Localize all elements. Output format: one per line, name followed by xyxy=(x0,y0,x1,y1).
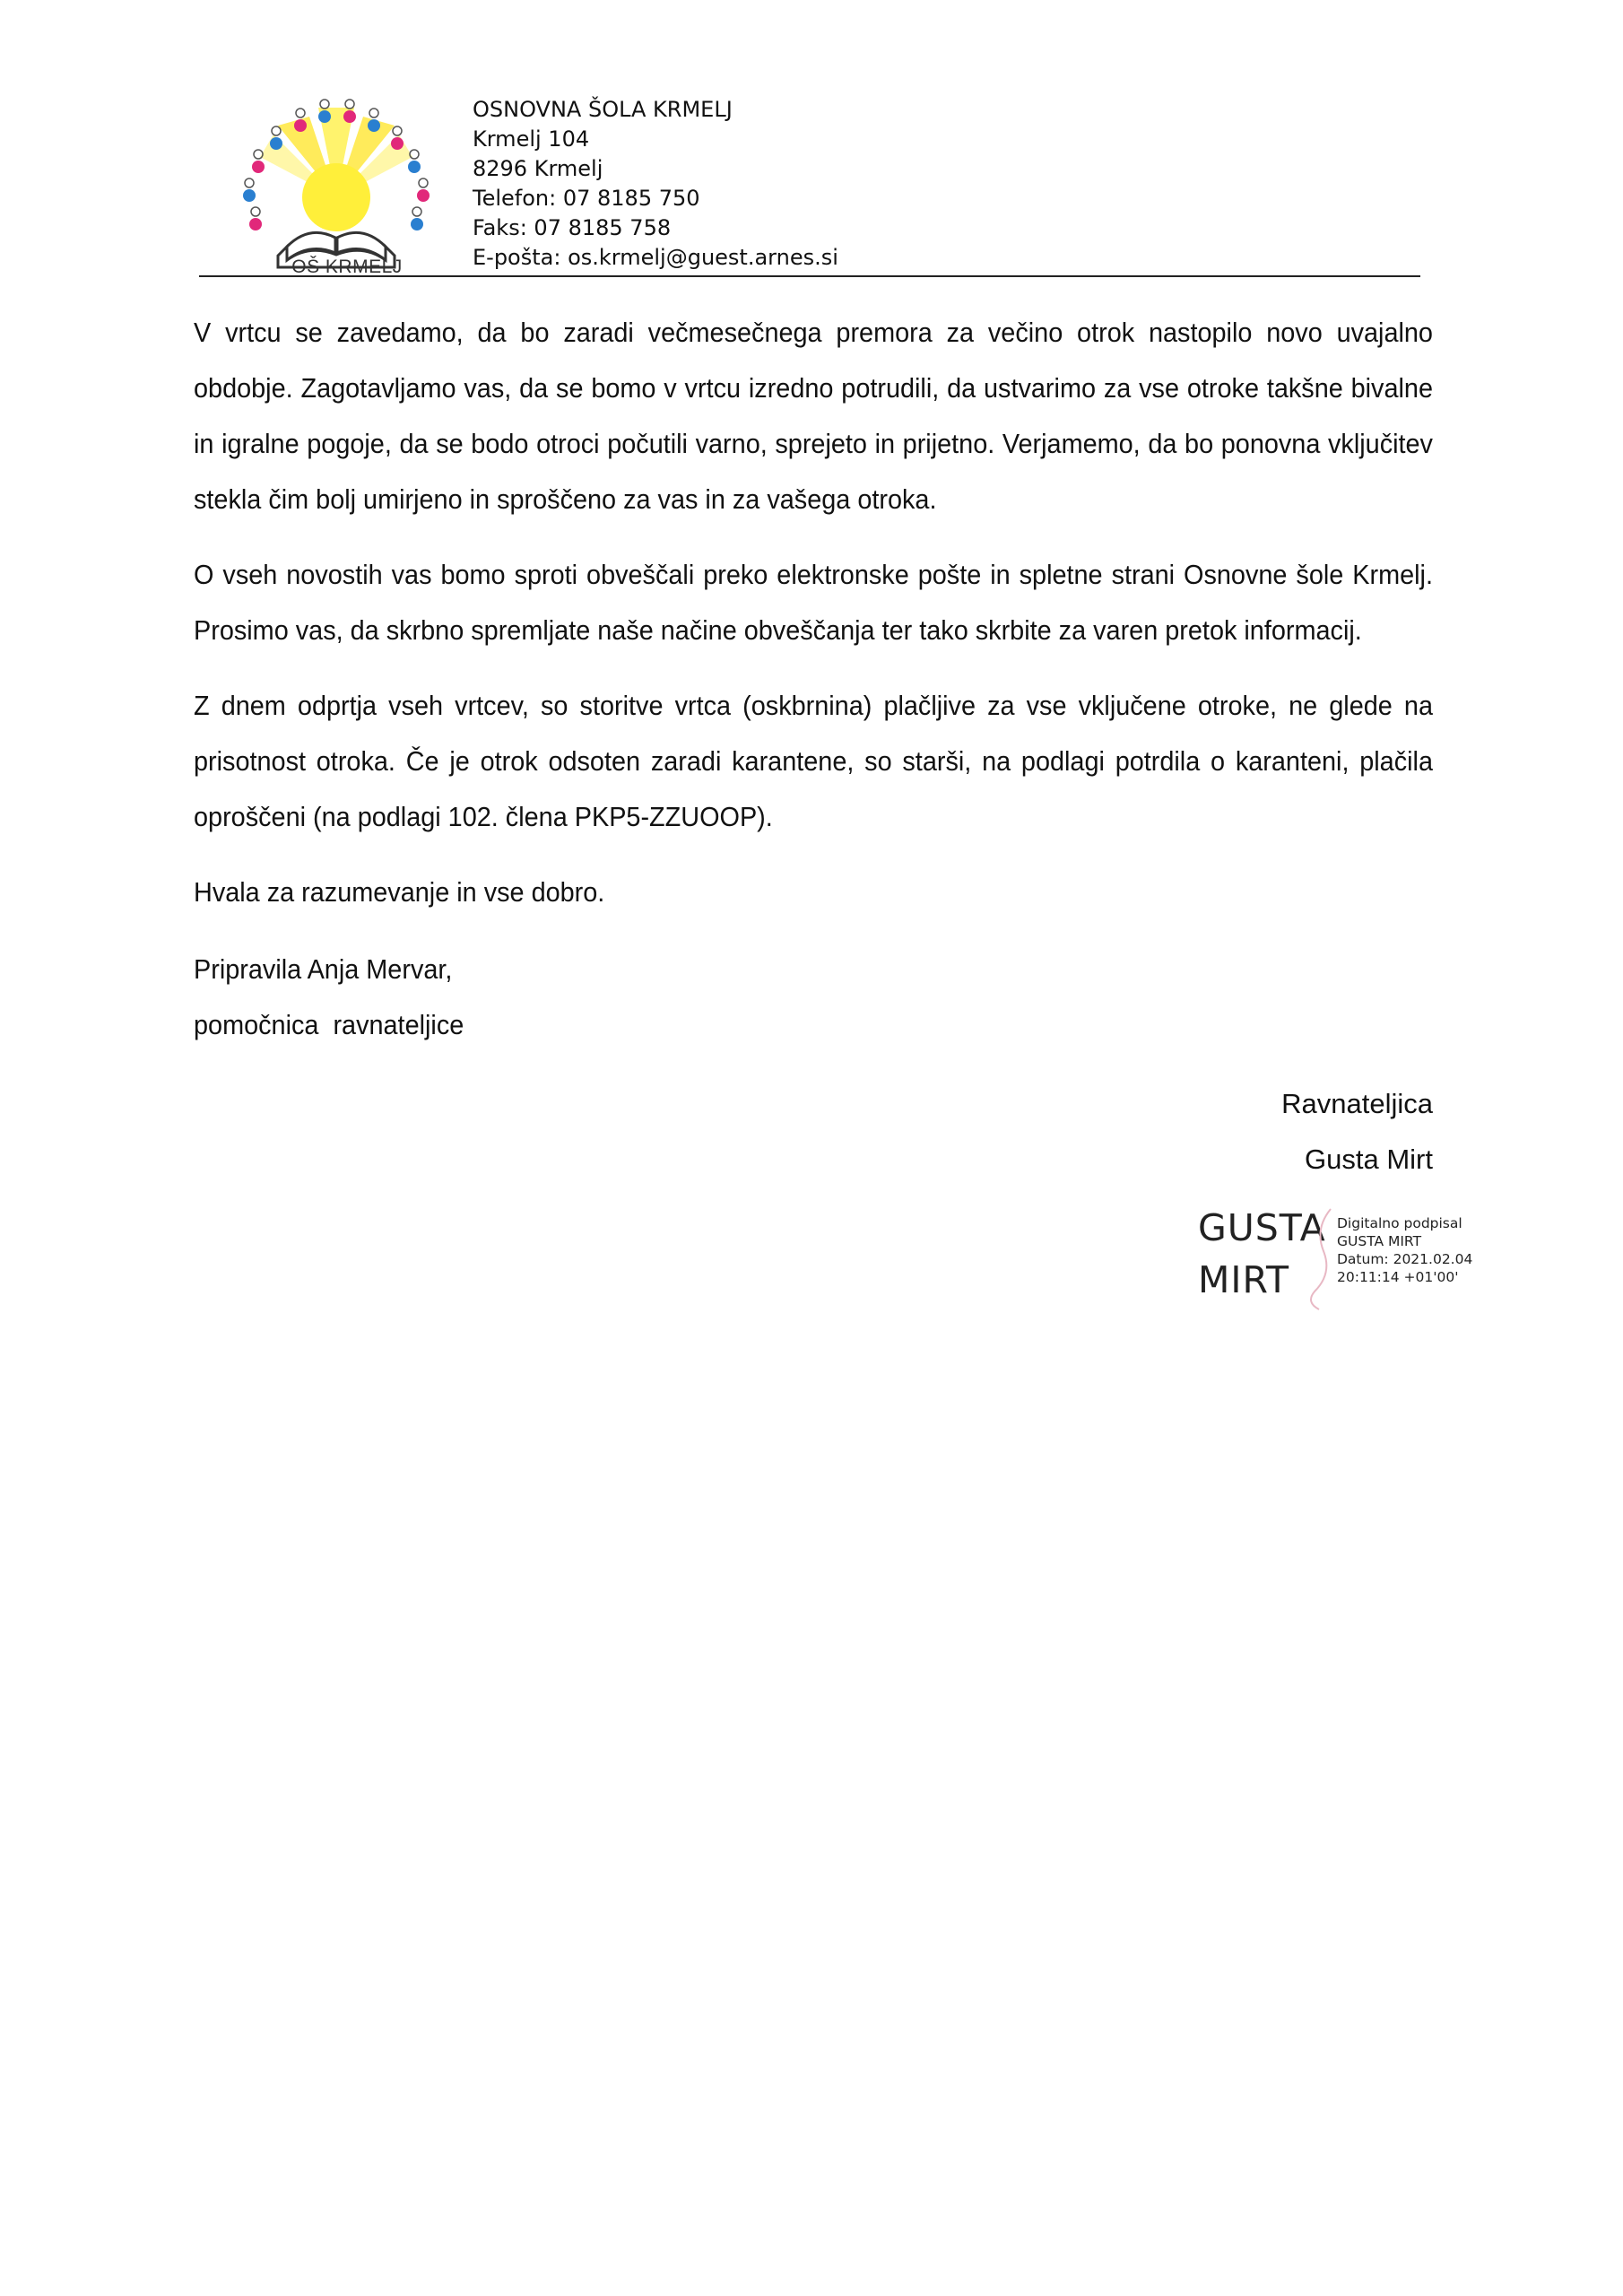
signature-scribble xyxy=(1288,1202,1341,1314)
school-logo xyxy=(224,90,448,283)
school-phone: Telefon: 07 8185 750 xyxy=(473,186,700,211)
signature-detail-line: Digitalno podpisal xyxy=(1337,1215,1462,1231)
closing-name: Gusta Mirt xyxy=(1305,1144,1433,1175)
school-address: Krmelj 104 xyxy=(473,126,590,152)
school-contact-block xyxy=(473,95,838,273)
school-name: OSNOVNA ŠOLA KRMELJ xyxy=(473,97,733,122)
signature-detail-line: 20:11:14 +01'00' xyxy=(1337,1269,1459,1285)
signature-detail-line: Datum: 2021.02.04 xyxy=(1337,1251,1473,1267)
prepared-by: Pripravila Anja Mervar, xyxy=(194,953,453,985)
paragraph-3: Z dnem odprtja vseh vrtcev, so storitve vrtca (oskbrnina) plačljive za vse vključene otroke, ne glede na prisotnost otroka. Če je otrok odsoten zaradi karantene, so starši, na podlagi potrdila o karanteni, plačila oproščeni (na podlagi 102. člena PKP5-ZZUOOP). xyxy=(194,690,1433,832)
signature-detail-line: GUSTA MIRT xyxy=(1337,1233,1422,1249)
signature-name-line-2: MIRT xyxy=(1198,1258,1290,1301)
signature-name-line-1: GUSTA xyxy=(1198,1206,1326,1249)
closing-title: Ravnateljica xyxy=(1281,1088,1433,1119)
logo-text: OŠ KRMELJ xyxy=(291,257,403,277)
paragraph-4: Hvala za razumevanje in vse dobro. xyxy=(194,876,605,908)
school-postcode: 8296 Krmelj xyxy=(473,156,603,181)
letter-body xyxy=(194,305,1433,1053)
closing-block xyxy=(1281,1076,1433,1187)
signature-details xyxy=(1337,1214,1472,1286)
paragraph-2: O vseh novostih vas bomo sproti obveščali preko elektronske pošte in spletne strani Osnovne šole Krmelj. Prosimo vas, da skrbno spremljate naše načine obveščanja ter tako skrbite za varen pretok informacij. xyxy=(194,559,1433,646)
prepared-by-role: pomočnica ravnateljice xyxy=(194,1009,464,1040)
school-fax: Faks: 07 8185 758 xyxy=(473,215,672,240)
letterhead-divider xyxy=(199,275,1420,277)
school-logo-graphic xyxy=(224,90,448,283)
school-email: E-pošta: os.krmelj@guest.arnes.si xyxy=(473,245,838,270)
paragraph-1: V vrtcu se zavedamo, da bo zaradi večmesečnega premora za večino otrok nastopilo novo uvajalno obdobje. Zagotavljamo vas, da se bomo v vrtcu izredno potrudili, da ustvarimo za vse otroke takšne bivalne in igralne pogoje, da se bodo otroci počutili varno, sprejeto in prijetno. Verjamemo, da bo ponovna vključitev stekla čim bolj umirjeno in sproščeno za vas in za vašega otroka. xyxy=(194,317,1433,515)
digital-signature xyxy=(1198,1202,1494,1314)
